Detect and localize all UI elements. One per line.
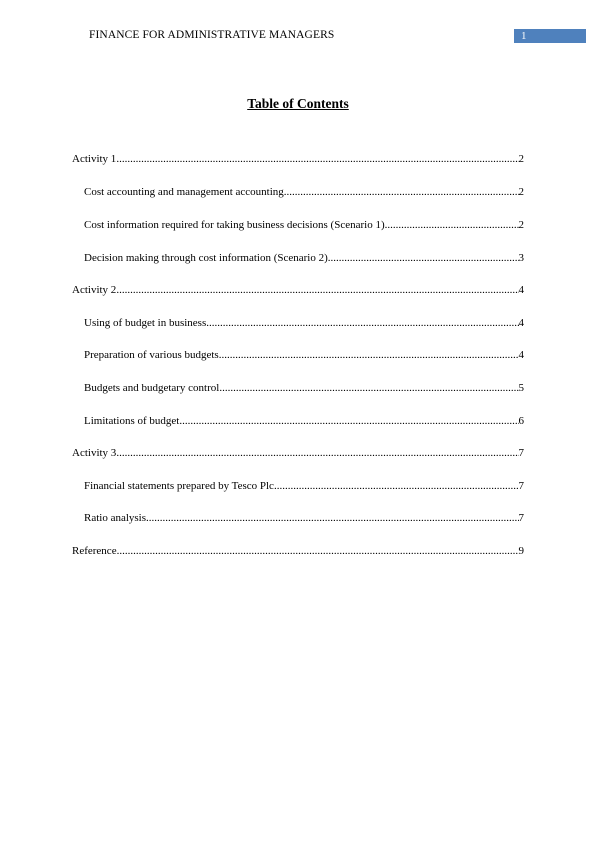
toc-entry-label: Activity 3: [72, 447, 117, 459]
toc-entry-page: 3: [518, 252, 524, 264]
toc-entry-page: 4: [518, 284, 524, 296]
dot-leader: [146, 511, 518, 525]
toc-entry-label: Budgets and budgetary control: [84, 382, 220, 394]
toc-entry-using-budget[interactable]: [84, 316, 524, 330]
toc-entry-page: 6: [518, 415, 524, 427]
toc-entry-page: 2: [518, 219, 524, 231]
toc-entry-page: 7: [518, 447, 524, 459]
dot-leader: [328, 251, 519, 265]
toc-entry-cost-accounting[interactable]: [84, 185, 524, 199]
toc-entry-label: Decision making through cost information (Scenario 2): [84, 252, 328, 264]
toc-entry-label: Financial statements prepared by Tesco Plc: [84, 480, 274, 492]
toc-list: [72, 0, 524, 842]
dot-leader: [116, 283, 518, 297]
dot-leader: [219, 381, 518, 395]
dot-leader: [117, 544, 519, 558]
toc-entry-label: Limitations of budget: [84, 415, 180, 427]
toc-entry-ratio-analysis[interactable]: [84, 511, 524, 525]
dot-leader: [274, 479, 519, 493]
toc-entry-decision-making[interactable]: [84, 251, 524, 265]
toc-entry-label: Cost information required for taking business decisions (Scenario 1): [84, 219, 385, 231]
dot-leader: [179, 414, 518, 428]
toc-entry-reference[interactable]: [72, 544, 524, 558]
dot-leader: [284, 185, 519, 199]
toc-entry-label: Cost accounting and management accounting: [84, 186, 284, 198]
toc-entry-financial-statements[interactable]: [84, 479, 524, 493]
toc-entry-budgetary-control[interactable]: [84, 381, 524, 395]
page-number-badge: 1: [514, 29, 586, 43]
toc-entry-label: Preparation of various budgets: [84, 349, 219, 361]
toc-entry-limitations-budget[interactable]: [84, 414, 524, 428]
toc-entry-page: 2: [518, 186, 524, 198]
toc-entry-cost-information[interactable]: [84, 218, 524, 232]
toc-entry-page: 2: [518, 153, 524, 165]
toc-entry-label: Ratio analysis: [84, 512, 147, 524]
toc-entry-activity-1[interactable]: [72, 152, 524, 166]
dot-leader: [219, 348, 519, 362]
dot-leader: [206, 316, 518, 330]
toc-entry-label: Using of budget in business: [84, 317, 207, 329]
running-header-title: FINANCE FOR ADMINISTRATIVE MANAGERS: [89, 29, 335, 41]
toc-entry-label: Reference: [72, 545, 117, 557]
dot-leader: [116, 446, 518, 460]
toc-entry-activity-3[interactable]: [72, 446, 524, 460]
toc-entry-page: 7: [518, 512, 524, 524]
toc-entry-preparation-budgets[interactable]: [84, 348, 524, 362]
toc-entry-page: 7: [518, 480, 524, 492]
toc-entry-label: Activity 1: [72, 153, 117, 165]
dot-leader: [116, 152, 518, 166]
toc-entry-page: 5: [518, 382, 524, 394]
dot-leader: [385, 218, 519, 232]
toc-entry-activity-2[interactable]: [72, 283, 524, 297]
toc-entry-label: Activity 2: [72, 284, 117, 296]
toc-entry-page: 9: [518, 545, 524, 557]
toc-entry-page: 4: [518, 317, 524, 329]
toc-entry-page: 4: [518, 349, 524, 361]
toc-heading: Table of Contents: [247, 96, 349, 111]
